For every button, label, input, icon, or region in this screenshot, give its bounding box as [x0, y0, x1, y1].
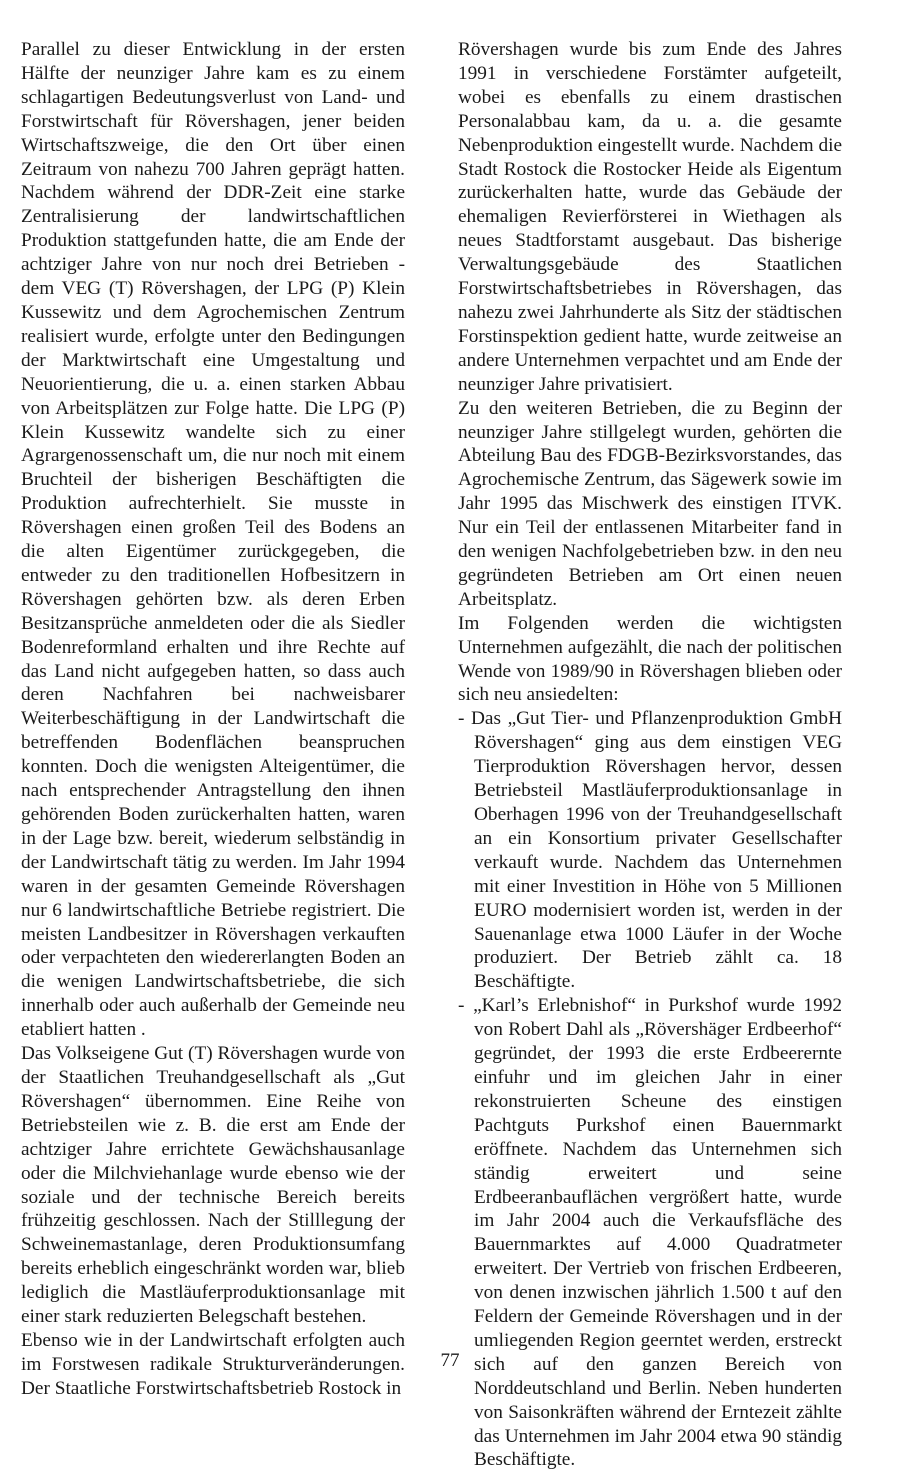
paragraph-companies-intro: Im Folgenden werden die wichtigsten Unternehmen aufgezählt, die nach der politischen Wende von 1989/90 in Rövershagen blieben oder sich neu ansiedelten: — [458, 612, 842, 706]
paragraph-forestry: Ebenso wie in der Landwirtschaft erfolgten auch im Forstwesen radikale Strukturveränderungen. Der Staatliche Forstwirtschaftsbetrieb Rostock in — [21, 1329, 405, 1399]
page-number: 77 — [440, 1350, 460, 1371]
left-column — [21, 38, 405, 1401]
paragraph-agriculture-decline: Parallel zu dieser Entwicklung in der ersten Hälfte der neunziger Jahre kam es zu einem schlagartigen Bedeutungsverlust von Land- und Forstwirtschaft für Rövershagen, jener beiden Wirtschaftszweige, die den Ort über einen Zeitraum von nahezu 700 Jahren geprägt hatten. Nachdem während der DDR-Zeit eine starke Zentralisierung der landwirtschaftlichen Produktion stattgefunden hatte, die am Ende der achtziger Jahre von nur noch drei Betrieben - dem VEG (T) Rövershagen, der LPG (P) Klein Kussewitz und dem Agrochemischen Zentrum realisiert wurde, erfolgte unter den Bedingungen der Marktwirtschaft eine Umgestaltung und Neuorientierung, die u. a. einen starken Abbau von Arbeitsplätzen zur Folge hatte. Die LPG (P) Klein Kussewitz wandelte sich zu einer Agrargenossenschaft um, die nur noch mit einem Bruchteil der bisherigen Beschäftigten die Produktion aufrechterhielt. Sie musste in Rövershagen einen großen Teil des Bodens an die alten Eigentümer zurückgegeben, die entweder zu den traditionellen Hofbesitzern in Rövershagen gehörten bzw. als deren Erben Besitzansprüche anmeldeten oder die als Siedler Bodenreformland erhalten und ihre Rechte auf das Land nicht aufgegeben hatten, so dass auch deren Nachfahren bei nachweisbarer Weiterbeschäftigung in der Landwirtschaft die betreffenden Bodenflächen beanspruchen konnten. Doch die wenigsten Alteigentümer, die nach entsprechender Antragstellung den ihnen gehörenden Boden zurückerhalten hatten, waren in der Lage bzw. bereit, wiederum selbständig in der Landwirtschaft tätig zu werden. Im Jahr 1994 waren in der gesamten Gemeinde Rövershagen nur 6 landwirtschaftliche Betriebe registriert. Die meisten Landbesitzer in Rövershagen verkauften oder verpachteten den wiedererlangten Boden an die wenigen Landwirtschaftsbetriebe, die sich innerhalb oder auch außerhalb der Gemeinde neu etabliert hatten . — [21, 39, 405, 1041]
list-item-gut-tier-pflanzenproduktion: - Das „Gut Tier- und Pflanzenproduktion GmbH Rövershagen“ ging aus dem einstigen VEG Tierproduktion Rövershagen hervor, dessen Betriebsteil Mastläuferproduktionsanlage in Oberhagen 1996 von der Treuhandgesellschaft an ein Konsortium privater Gesellschafter verkauft wurde. Nachdem das Unternehmen mit einer Investition in Höhe von 5 Millionen EURO modernisiert worden ist, werden in der Sauenanlage etwa 1000 Läufer in der Woche produziert. Der Betrieb zählt ca. 18 Beschäftigte. — [458, 708, 842, 993]
right-column — [458, 38, 842, 1472]
paragraph-volkseigenes-gut: Das Volkseigene Gut (T) Rövershagen wurde von der Staatlichen Treuhandgesellschaft als „Gut Rövershagen“ übernommen. Eine Reihe von Betriebsteilen wie z. B. die erst am Ende der achtziger Jahre errichtete Gewächshausanlage oder die Milchviehanlage wurde ebenso wie der soziale und der technische Bereich bereits frühzeitig geschlossen. Nach der Stilllegung der Schweinemastanlage, deren Produktionsumfang bereits erheblich eingeschränkt worden war, blieb lediglich die Mastläuferproduktionsanlage mit einer stark reduzierten Belegschaft bestehen. — [21, 1043, 405, 1328]
paragraph-closed-businesses: Zu den weiteren Betrieben, die zu Beginn der neunziger Jahre stillgelegt wurden, gehörten die Abteilung Bau des FDGB-Bezirksvorstandes, das Agrochemische Zentrum, das Sägewerk sowie im Jahr 1995 das Mischwerk des einstigen ITVK. Nur ein Teil der entlassenen Mitarbeiter fand in den wenigen Nachfolgebetrieben bzw. in den neu gegründeten Betrieben am Ort einen neuen Arbeitsplatz. — [458, 397, 842, 610]
paragraph-forestry-continued: Rövershagen wurde bis zum Ende des Jahres 1991 in verschiedene Forstämter aufgeteilt, wobei es ebenfalls zu einem drastischen Personalabbau kam, da u. a. die gesamte Nebenproduktion eingestellt wurde. Nachdem die Stadt Rostock die Rostocker Heide als Eigentum zurückerhalten hatte, wurde das Gebäude der ehemaligen Revierförsterei in Wiethagen als neues Stadtforstamt ausgebaut. Das bisherige Verwaltungsgebäude des Staatlichen Forstwirtschaftsbetriebes in Rövershagen, das nahezu zwei Jahrhunderte als Sitz der städtischen Forstinspektion gedient hatte, wurde zeitweise an andere Unternehmen verpachtet und am Ende der neunziger Jahre privatisiert. — [458, 39, 842, 395]
list-item-karls-erlebnishof: - „Karl’s Erlebnishof“ in Purkshof wurde 1992 von Robert Dahl als „Rövershäger Erdbeerhof“ gegründet, der 1993 die erste Erdbeerernte einfuhr und im gleichen Jahr in einer rekonstruierten Scheune des einstigen Pachtguts Purkshof einen Bauernmarkt eröffnete. Nachdem das Unternehmen sich ständig erweitert und seine Erdbeeranbauflächen vergrößert hatte, wurde im Jahr 2004 auch die Verkaufsfläche des Bauernmarktes auf 4.000 Quadratmeter erweitert. Der Vertrieb von frischen Erdbeeren, von denen inzwischen jährlich 1.500 t auf den Feldern der Gemeinde Rövershagen und in der umliegenden Region geerntet werden, erstreckt sich auf den ganzen Bereich von Norddeutschland und Berlin. Neben hunderten von Saisonkräften während der Erntezeit zählte das Unternehmen im Jahr 2004 etwa 90 ständig Beschäftigte. — [458, 995, 842, 1471]
